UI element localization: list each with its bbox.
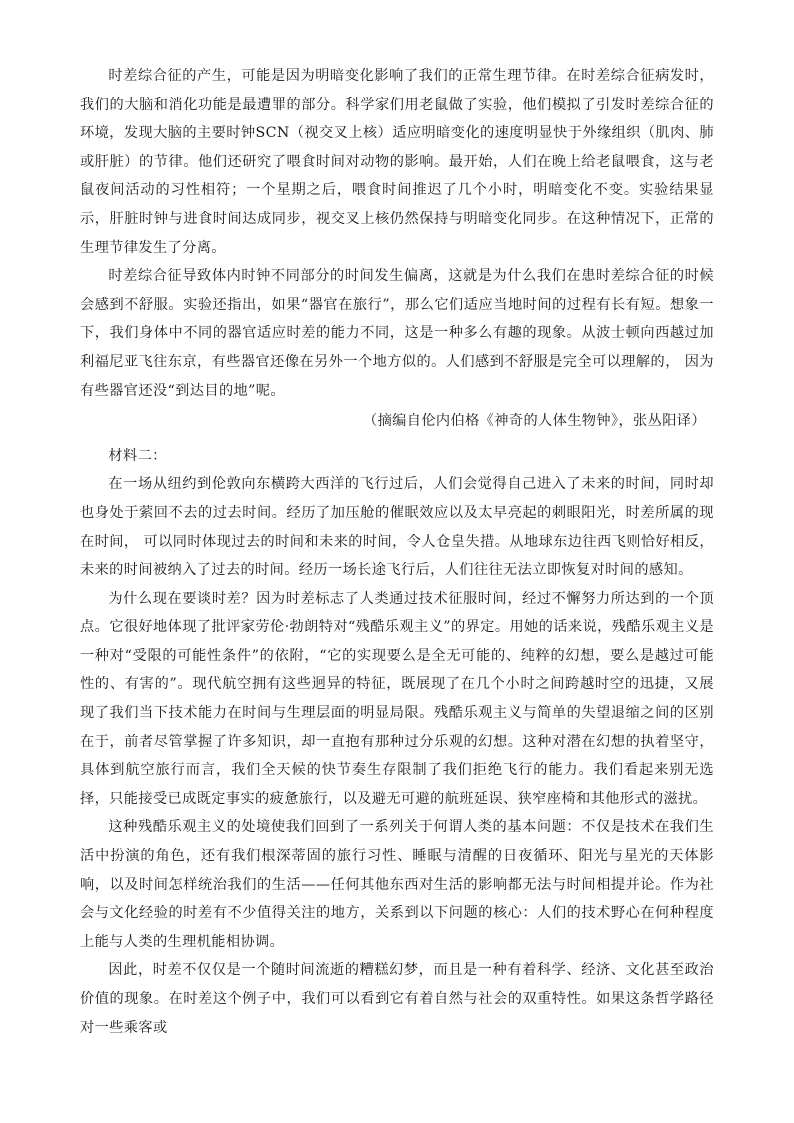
body-paragraph: 为什么现在要谈时差？因为时差标志了人类通过技术征服时间，经过不懈努力所达到的一个顶点。它很好地体现了批评家劳伦·勃朗特对“残酷乐观主义”的界定。用她的话来说，残酷乐观主义是一种对“受限的可能性条件”的依附，“它的实现要么是全无可能的、纯粹的幻想，要么是越过可能性的、有害的”。现代航空拥有这些迥异的特征，既展现了在几个小时之间跨越时空的迅捷，又展现了我们当下技术能力在时间与生理层面的明显局限。残酷乐观主义与简单的失望退缩之间的区别在于，前者尽管掌握了许多知识，却一直抱有那种过分乐观的幻想。这种对潜在幻想的执着坚守，具体到航空旅行而言，我们全天候的快节奏生存限制了我们拒绝飞行的能力。我们看起来别无选择，只能接受已成既定事实的疲惫旅行，以及避无可避的航班延误、狭窄座椅和其他形式的滋扰。 (80, 590, 714, 807)
source-caption: （摘编自伦内伯格《神奇的人体生物钟》，张丛阳译） (362, 413, 706, 430)
section-heading: 材料二： (108, 447, 167, 464)
body-paragraph: 时差综合征导致体内时钟不同部分的时间发生偏离，这就是为什么我们在患时差综合征的时候会感到不舒服。实验还指出，如果“器官在旅行”，那么它们适应当地时间的过程有长有短。想象一下，我们身体中不同的器官适应时差的能力不同，这是一种多么有趣的现象。从波士顿向西越过加利福尼亚飞往东京，有些器官还像在另外一个地方似的。人们感到不舒服是完全可以理解的， 因为有些器官还没“到达目的地”呢。 (80, 268, 714, 399)
body-paragraph: 在一场从纽约到伦敦向东横跨大西洋的飞行过后，人们会觉得自己进入了未来的时间，同时却也身处于萦回不去的过去时间。经历了加压舱的催眠效应以及太早亮起的刺眼阳光，时差所属的现在时间， 可以同时体现过去的时间和未来的时间，令人仓皇失措。从地球东边往西飞则恰好相反，未来的时间被纳入了过去的时间。经历一场长途飞行后，人们往往无法立即恢复对时间的感知。 (80, 476, 714, 579)
body-paragraph: 这种残酷乐观主义的处境使我们回到了一系列关于何谓人类的基本问题：不仅是技术在我们生活中扮演的角色，还有我们根深蒂固的旅行习性、睡眠与清醒的日夜循环、阳光与星光的天体影响，以及时间怎样统治我们的生活——任何其他东西对生活的影响都无法与时间相提并论。作为社会与文化经验的时差有不少值得关注的地方，关系到以下问题的核心：人们的技术野心在何种程度上能与人类的生理机能相协调。 (80, 819, 714, 950)
body-paragraph: 时差综合征的产生，可能是因为明暗变化影响了我们的正常生理节律。在时差综合征病发时，我们的大脑和消化功能是最遭罪的部分。科学家们用老鼠做了实验，他们模拟了引发时差综合征的环境，发现大脑的主要时钟SCN（视交叉上核）适应明暗变化的速度明显快于外缘组织（肌肉、肺或肝脏）的节律。他们还研究了喂食时间对动物的影响。最开始，人们在晚上给老鼠喂食，这与老鼠夜间活动的习性相符；一个星期之后，喂食时间推迟了几个小时，明暗变化不变。实验结果显示，肝脏时钟与进食时间达成同步，视交叉上核仍然保持与明暗变化同步。在这种情况下，正常的生理节律发生了分离。 (80, 68, 714, 256)
body-paragraph: 因此，时差不仅仅是一个随时间流逝的糟糕幻梦，而且是一种有着科学、经济、文化甚至政治价值的现象。在时差这个例子中，我们可以看到它有着自然与社会的双重特性。如果这条哲学路径对一些乘客或 (80, 962, 714, 1036)
